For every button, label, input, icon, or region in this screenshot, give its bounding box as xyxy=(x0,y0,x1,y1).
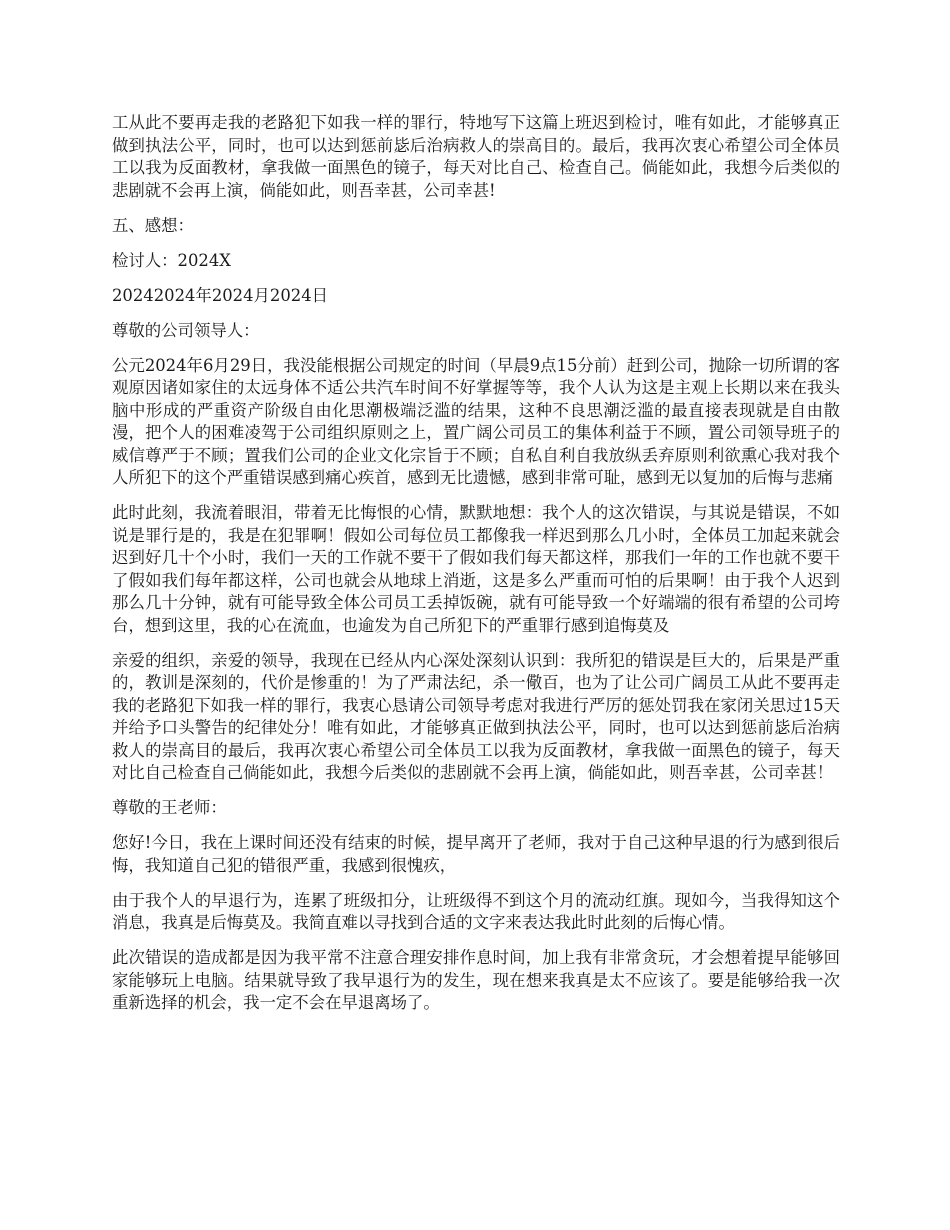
document-body xyxy=(112,112,840,1027)
date-line: 20242024年2024月2024日 xyxy=(112,285,329,305)
paragraph-early-leave: 您好!今日，我在上课时间还没有结束的时候，提早离开了老师，我对于自己这种早退的行为感到很后悔，我知道自己犯的错很严重，我感到很愧疚， xyxy=(112,833,840,875)
paragraph-cause: 此次错误的造成都是因为我平常不注意合理安排作息时间，加上我有非常贪玩，才会想着提早能够回家能够玩上电脑。结果就导致了我早退行为的发生，现在想来我真是太不应该了。要是能够给我一次重新选择的机会，我一定不会在早退离场了。 xyxy=(112,948,840,1012)
salutation-company-leader: 尊敬的公司领导人： xyxy=(112,320,260,340)
paragraph-consequence: 由于我个人的早退行为，连累了班级扣分，让班级得不到这个月的流动红旗。现如今，当我得知这个消息，我真是后悔莫及。我简直难以寻找到合适的文字来表达我此时此刻的后悔心情。 xyxy=(112,890,840,932)
paragraph-lateness-account: 公元2024年6月29日，我没能根据公司规定的时间（早晨9点15分前）赶到公司，抛除一切所谓的客观原因诸如家住的太远身体不适公共汽车时间不好掌握等等，我个人认为这是主观上长期以来在我头脑中形成的严重资产阶级自由化思潮极端泛滥的结果，这种不良思潮泛滥的最直接表现就是自由散漫，把个人的困难凌驾于公司组织原则之上，置广阔公司员工的集体利益于不顾，置公司领导班子的威信尊严于不顾；置我们公司的企业文化宗旨于不顾；自私自利自我放纵丢弃原则利欲熏心我对我个人所犯下的这个严重错误感到痛心疾首，感到无比遗憾，感到非常可耻，感到无以复加的后悔与悲痛 xyxy=(112,355,840,487)
paragraph-closing-continuation: 工从此不要再走我的老路犯下如我一样的罪行，特地写下这篇上班迟到检讨，唯有如此，才能够真正做到执法公平，同时，也可以达到惩前毖后治病救人的崇高目的。最后，我再次衷心希望公司全体员工以我为反面教材，拿我做一面黑色的镜子，每天对比自己、检查自己。倘能如此，我想今后类似的悲剧就不会再上演，倘能如此，则吾幸甚，公司幸甚! xyxy=(112,113,840,200)
section-heading-thoughts: 五、感想： xyxy=(112,215,194,235)
paragraph-request-punishment: 亲爱的组织，亲爱的领导，我现在已经从内心深处深刻认识到：我所犯的错误是巨大的，后果是严重的，教训是深刻的，代价是惨重的！为了严肃法纪，杀一儆百，也为了让公司广阔员工从此不要再走我的老路犯下如我一样的罪行，我衷心恳请公司领导考虑对我进行严厉的惩处罚我在家闭关思过15天并给予口头警告的纪律处分！唯有如此，才能够真正做到执法公平，同时，也可以达到惩前毖后治病救人的崇高目的最后，我再次衷心希望公司全体员工以我为反面教材，拿我做一面黑色的镜子，每天对比自己检查自己倘能如此，我想今后类似的悲剧就不会再上演，倘能如此，则吾幸甚，公司幸甚！ xyxy=(112,650,840,782)
paragraph-reflection: 此时此刻，我流着眼泪，带着无比悔恨的心情，默默地想：我个人的这次错误，与其说是错误，不如说是罪行是的，我是在犯罪啊！假如公司每位员工都像我一样迟到那么几小时，全体员工加起来就会迟到好几十个小时，我们一天的工作就不要干了假如我们每天都这样，那我们一年的工作也就不要干了假如我们每年都这样，公司也就会从地球上消逝，这是多么严重而可怕的后果啊！由于我个人迟到那么几十分钟，就有可能导致全体公司员工丢掉饭碗，就有可能导致一个好端端的很有希望的公司垮台，想到这里，我的心在流血，也逾发为自己所犯下的严重罪行感到追悔莫及 xyxy=(112,503,840,635)
salutation-teacher: 尊敬的王老师： xyxy=(112,798,227,817)
signature-line: 检讨人：2024X xyxy=(112,250,231,270)
